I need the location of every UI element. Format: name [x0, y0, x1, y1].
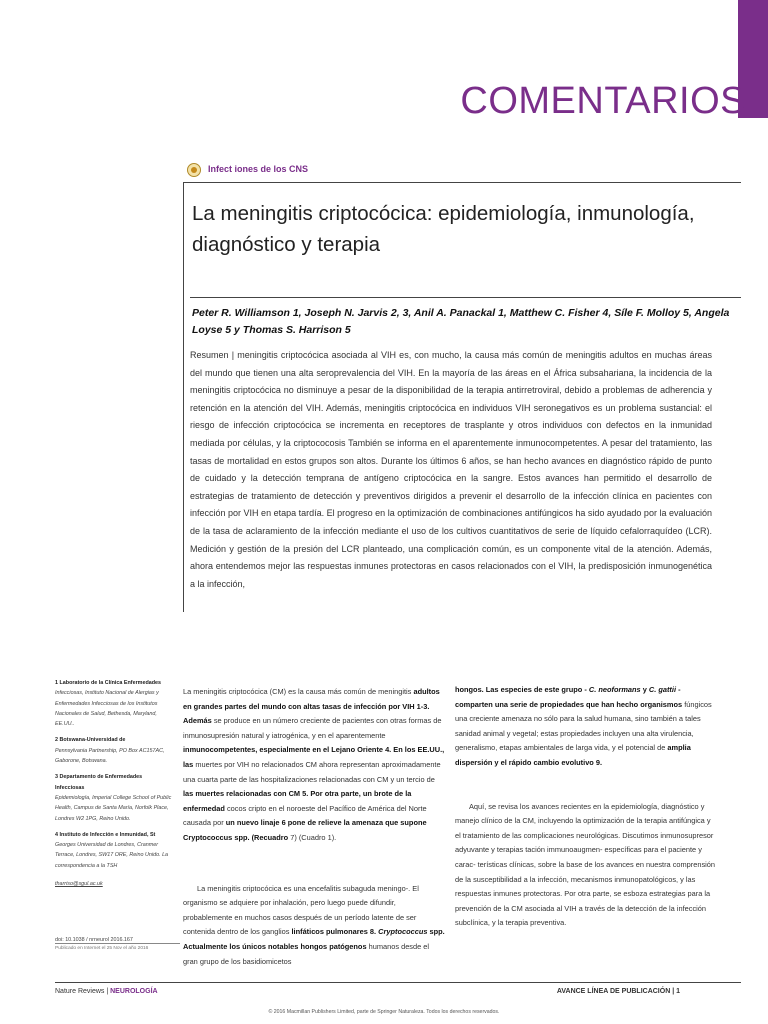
section-title: COMENTARIOS — [460, 80, 746, 122]
journal-footer: Nature Reviews | NEUROLOGÍA — [55, 988, 158, 995]
paragraph: hongos. Las especies de este grupo - C. neoformans y C. gattii - comparten una serie de propiedades que han hecho organismos fúngicos una creciente amenaza no sólo para la salud humana, sino también a tales sanidad animal y vegetal; estas propiedades incluyen una alta virulencia, generalismo, etapas ambientales de larga vida, y el potencial de amplia dispersión y el rápido cambio evolutivo 9. — [455, 685, 712, 767]
affiliations — [55, 678, 173, 895]
publication-date: Publicado en Internet el 25 Nov el año 2016 — [55, 946, 149, 951]
affiliation: 1 Laboratorio de la Clínica Enfermedades Infecciosas, Instituto Nacional de Alergias y Enfermedades Infecciosas de los Institutos Nacionales de Salud, Bethesda, Maryland, EE.UU.. — [55, 680, 162, 728]
category-label: Infect iones de los CNS — [208, 164, 309, 174]
paragraph: Aquí, se revisa los avances recientes en la epidemiología, diagnóstico y manejo clínico de la CM, incluyendo la optimización de la terapia antifúngica y el tratamiento de las complicaciones neurológicas. Discutimos inmunosupresor adyuvante y terapias tación immunoaugmen- específicas para el paciente y carac- terísticas clínicas, sobre la base de los avances en nuestra comprensión de la susceptibilidad a la infección, mecanismos inmunopatológicos, y las respuestas inmunes protectoras. Por otra parte, se esboza estrategias para la prevención de la CM asociada al VIH a través de la detección de la infección subclínica, y la terapia preventiva. — [455, 801, 716, 928]
top-rule — [183, 182, 741, 183]
correspondence-email[interactable]: tharriso@sgul.ac.uk — [55, 881, 103, 888]
title-rule — [190, 297, 741, 298]
category-badge-icon — [187, 163, 201, 177]
paragraph: La meningitis criptocócica es una encefalitis subaguda meningo-. El organismo se adquiere por inhalación, pero luego puede difundir, probablemente en muchos casos después de un período latente de ser contenida dentro de los ganglios linfáticos pulmonares 8. Cryptococcus spp. Actualmente los únicos notables hongos patógenos humanos desde el gran grupo de los basidiomicetos — [183, 883, 445, 966]
abstract: Resumen | meningitis criptocócica asociada al VIH es, con mucho, la causa más común de meningitis adultos en muchas áreas del mundo que tienen una alta seroprevalencia del VIH. En la mayoría de las áreas en el África subsahariana, la incidencia de la meningitis criptocócica no disminuye a pesar de la disponibilidad de la terapia antirretroviral, debido a problemas de adherencia y retención en la atención del VIH. Además, meningitis criptocócica en individuos VIH seronegativos es un problema sustancial: el riesgo de infección criptocócica se incrementa en receptores de trasplante y otros individuos con defectos en la inmunidad mediada por células, y la criptococosis También se informa en el aparentemente inmunocompetentes. A pesar del tratamiento, las tasas de mortalidad en estos grupos son altos. Durante los últimos 6 años, se han hecho avances en diagnóstico rápido de punto de cuidado y la detección temprana de antígeno criptocócica en la sangre. Estos avances han permitido el desarrollo de estrategias de tratamiento de detección y preventivos dirigidos a prevenir el desarrollo de la infección clínica en pacientes con infección por VIH en etapa tardía. El progreso en la optimización de combinaciones antifúngicos ha sido ayudado por la evaluación de la tasa de aclaramiento de la infección mediante el uso de los cultivos cuantitativos de serie de líquido cefalorraquídeo (LCR). Medición y gestión de la presión del LCR planteado, una complicación común, es un componente vital de la atención. Además, ahora entendemos mejor las respuestas inmunes protectoras en casos relacionados con el VIH, la predisposición inmunogenética a la infección, — [190, 350, 712, 589]
affiliation: 3 Departamento de Enfermedades Infecciosas Epidemiología, Imperial College School of Public Health, Campus de Santa María, Norfolk Place, Londres W2 1PG, Reino Unido. — [55, 774, 172, 822]
body-column-left — [183, 685, 445, 969]
doi: doi: 10.1038 / nrneurol 2016.167 — [55, 937, 133, 943]
doi-rule — [55, 943, 180, 944]
copyright: © 2016 Macmillan Publishers Limited, parte de Springer Naturaleza. Todos los derechos reservados. — [268, 1009, 500, 1015]
author-list: Peter R. Williamson 1, Joseph N. Jarvis 2, 3, Anil A. Panackal 1, Matthew C. Fisher 4, Síle F. Molloy 5, Angela Loyse 5 y Thomas S. Harrison 5 — [192, 307, 730, 336]
paragraph: La meningitis criptocócica (CM) es la causa más común de meningitis adultos en grandes partes del mundo con altas tasas de infección por VIH 1-3. Además se produce en un número creciente de pacientes con otras formas de inmunosupresión natural y iatrogénica, y en el aparentemente inmunocompetentes, especialmente en el Lejano Oriente 4. En los EE.UU., las muertes por VIH no relacionados CM ahora representan aproximadamente una cuarta parte de las hospitalizaciones relacionadas con CM y un tercio de las muertes relacionadas con CM 5. Por otra parte, un brote de la enfermedad cocos cripto en el noroeste del Pacífico de América del Norte causada por un nuevo linaje 6 pone de relieve la amenaza que supone Cryptococcus spp. (Recuadro 7) (Cuadro 1). — [183, 687, 445, 842]
footer-rule — [55, 982, 741, 983]
page-footer-label: AVANCE LÍNEA DE PUBLICACIÓN | 1 — [556, 988, 680, 995]
title-block-vertical-rule — [183, 182, 184, 612]
affiliation: 2 Botswana-Universidad de Pennsylvania Partnership, PO Box AC157AC, Gaborone, Botswana. — [55, 737, 165, 765]
article-title: La meningitis criptocócica: epidemiología, inmunología, diagnóstico y terapia — [192, 202, 695, 256]
affiliation: 4 Instituto de Infección e Inmunidad, St Georges Universidad de Londres, Cranmer Terrace, Londres, SW17 ORE, Reino Unido. La correspondencia a la TSH — [55, 831, 169, 869]
body-column-right — [455, 683, 717, 931]
